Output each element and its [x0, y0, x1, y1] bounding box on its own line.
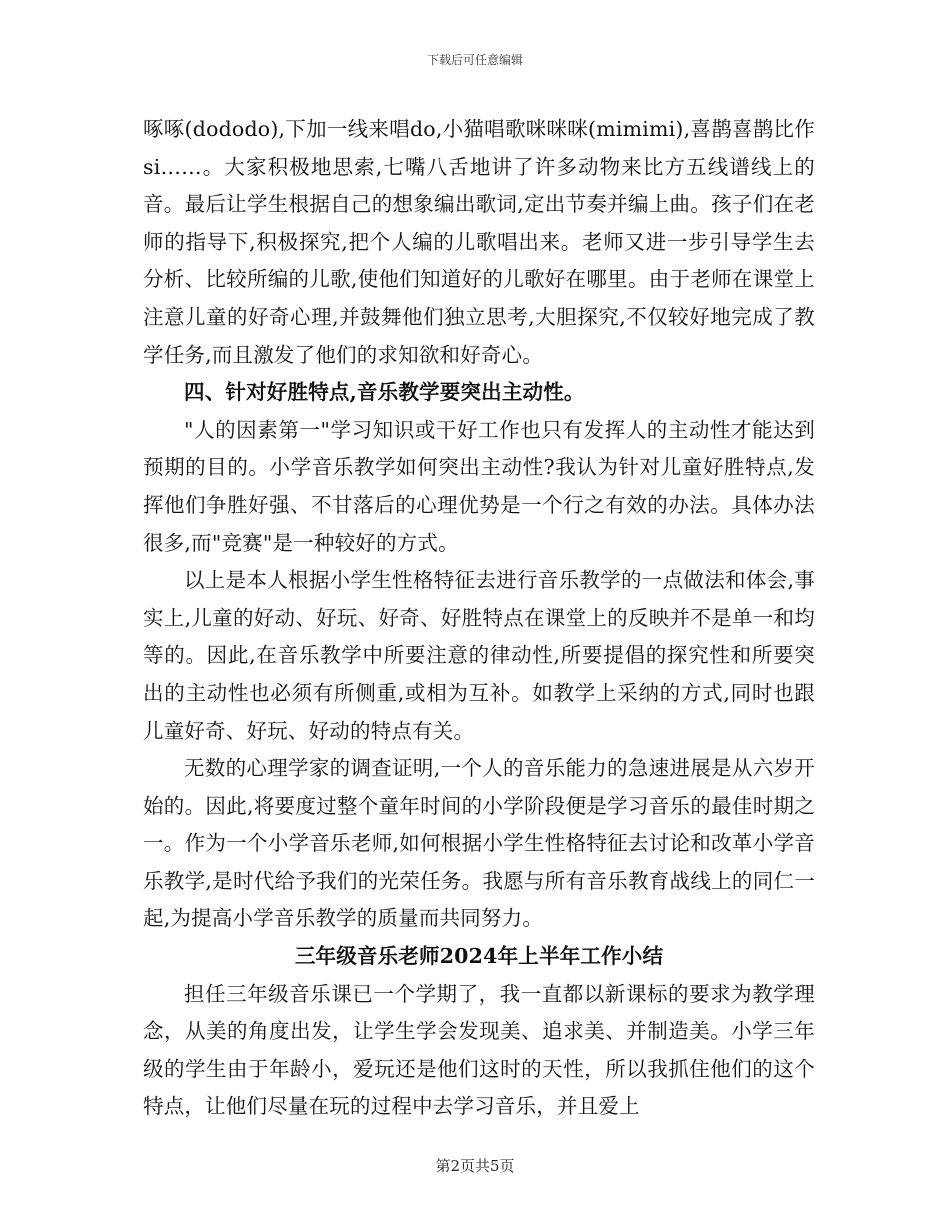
section-heading-4: 四、针对好胜特点,音乐教学要突出主动性。: [184, 380, 585, 405]
paragraph-conclusion: 无数的心理学家的调查证明,一个人的音乐能力的急速进展是从六岁开始的。因此,将要度过整个童年时间的小学阶段便是学习音乐的最佳时期之一。作为一个小学音乐老师,如何根据小学生性格特征去讨论和改革小学音乐教学,是时代给予我们的光荣任务。我愿与所有音乐教育战线上的同仁一起,为提高小学音乐教学的质量而共同努力。: [143, 756, 815, 931]
paragraph-work-summary: 担任三年级音乐课已一个学期了，我一直都以新课标的要求为教学理念，从美的角度出发，让学生学会发现美、追求美、并制造美。小学三年级的学生由于年龄小，爱玩还是他们这时的天性，所以我抓住他们的这个特点，让他们尽量在玩的过程中去学习音乐，并且爱上: [143, 981, 815, 1119]
paragraph-initiative: "人的因素第一"学习知识或干好工作也只有发挥人的主动性才能达到预期的目的。小学音乐教学如何突出主动性?我认为针对儿童好胜特点,发挥他们争胜好强、不甘落后的心理优势是一个行之有效的办法。具体办法很多,而"竞赛"是一种较好的方式。: [143, 417, 815, 555]
document-body: [143, 111, 815, 1126]
page-footer: 第2页共5页: [435, 1157, 515, 1175]
document-title: 三年级音乐老师2024年上半年工作小结: [294, 944, 664, 969]
page-header: 下载后可任意编辑: [426, 53, 523, 67]
paragraph-dododo-continuation: 啄啄(dododo),下加一线来唱do,小猫唱歌咪咪咪(mimimi),喜鹊喜鹊比作si……。大家积极地思索,七嘴八舌地讲了许多动物来比方五线谱线上的音。最后让学生根据自己的想象编出歌词,定出节奏并编上曲。孩子们在老师的指导下,积极探究,把个人编的儿歌唱出来。老师又进一步引导学生去分析、比较所编的儿歌,使他们知道好的儿歌好在哪里。由于老师在课堂上注意儿童的好奇心理,并鼓舞他们独立思考,大胆探究,不仅较好地完成了教学任务,而且激发了他们的求知欲和好奇心。: [143, 117, 815, 367]
paragraph-summary: 以上是本人根据小学生性格特征去进行音乐教学的一点做法和体会,事实上,儿童的好动、好玩、好奇、好胜特点在课堂上的反映并不是单一和均等的。因此,在音乐教学中所要注意的律动性,所要提倡的探究性和所要突出的主动性也必须有所侧重,或相为互补。如教学上采纳的方式,同时也跟儿童好奇、好玩、好动的特点有关。: [143, 568, 815, 743]
